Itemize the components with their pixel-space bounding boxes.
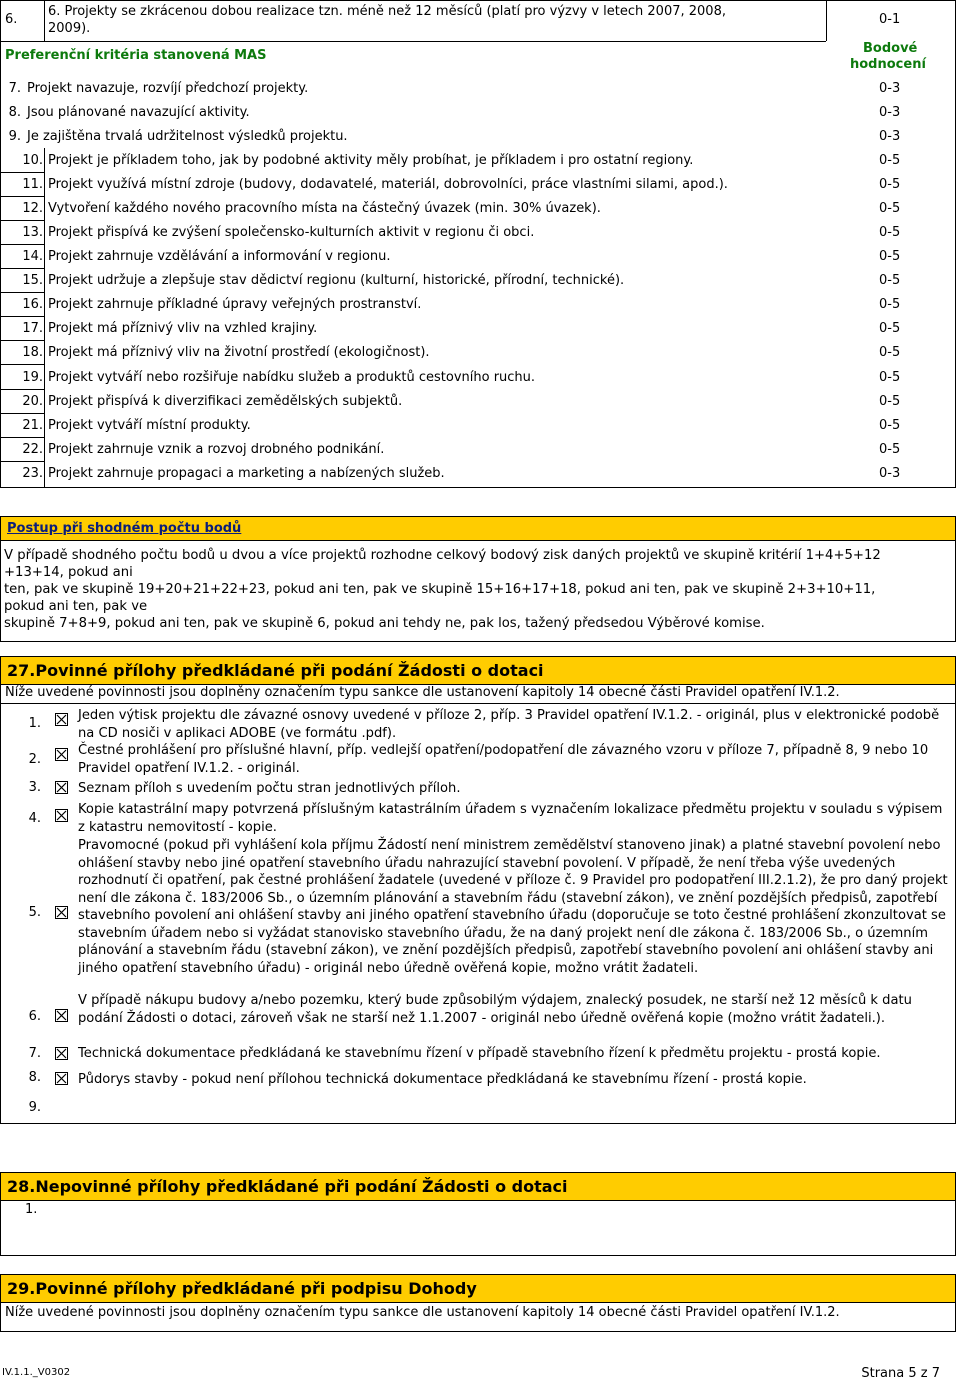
tie-line: +13+14, pokud ani: [4, 565, 133, 580]
row-text: Projekt zahrnuje příkladné úpravy veřejných prostranství.: [48, 297, 422, 312]
attachment-number: 9.: [28, 1100, 41, 1115]
row-points: 0-3: [879, 129, 901, 144]
criterion-row: [1, 148, 955, 172]
attachment-item-9: [1, 1097, 955, 1121]
row-number: 18.: [22, 345, 43, 360]
row-text-continued: 2009).: [48, 21, 91, 36]
tie-break-text: [1, 541, 955, 632]
section-title: 29.Povinné přílohy předkládané při podpisu Dohody: [7, 1279, 477, 1298]
criterion-row: [1, 389, 955, 413]
row-number: 9.: [8, 129, 21, 144]
criterion-row: [1, 172, 955, 196]
criterion-row: [1, 437, 955, 461]
checkmark-x-icon: [56, 1010, 67, 1021]
checkmark-x-icon: [56, 749, 67, 760]
row-number: 10.: [22, 153, 43, 168]
row-text: Projekt má příznivý vliv na životní prostředí (ekologičnost).: [48, 345, 430, 360]
tie-break-header: [1, 517, 955, 541]
tie-break-heading: Postup při shodném počtu bodů: [7, 521, 242, 536]
row-text: Projekt vytváří nebo rozšiřuje nabídku služeb a produktů cestovního ruchu.: [48, 370, 536, 385]
criterion-row: [1, 100, 955, 124]
tie-line: ten, pak ve skupině 19+20+21+22+23, pokud ani ten, pak ve skupině 15+16+17+18, pokud ani ten, pak ve skupině 2+3+10+11,: [4, 582, 876, 597]
row-text: 6. Projekty se zkrácenou dobou realizace tzn. méně než 12 měsíců (platí pro výzvy v letech 2007, 2008,: [48, 4, 726, 19]
tie-line: V případě shodného počtu bodů u dvou a více projektů rozhodne celkový bodový zisk daných projektů ve skupině kritérií 1+4+5+12: [4, 548, 881, 563]
attachment-item-7: [1, 1045, 955, 1067]
row-number: 21.: [22, 418, 43, 433]
attachment-text: V případě nákupu budovy a/nebo pozemku, který bude způsobilým výdajem, znalecký posudek, ne starší než 12 měsíců k datu podání Žádosti o dotaci, zároveň však ne starší než 1.1.2007 - originál nebo úředně ověřená kopie (možno vrátit žadateli.).: [78, 993, 912, 1026]
criterion-row: [1, 413, 955, 437]
row-points: 0-5: [879, 394, 901, 409]
criteria-table: [0, 0, 956, 488]
attachment-number: 7.: [28, 1046, 41, 1061]
checkmark-x-icon: [56, 810, 67, 821]
row-number: 13.: [22, 225, 43, 240]
attachment-item-2: [1, 742, 955, 778]
attachment-checkbox[interactable]: [55, 906, 68, 919]
checkmark-x-icon: [56, 1048, 67, 1059]
criterion-row: [1, 220, 955, 244]
section-header: [1, 1275, 955, 1303]
row-number: 20.: [22, 394, 43, 409]
attachment-checkbox[interactable]: [55, 1009, 68, 1022]
attachment-number: 3.: [28, 780, 41, 795]
attachment-checkbox[interactable]: [55, 781, 68, 794]
attachment-item-3: [1, 779, 955, 799]
attachment-checkbox[interactable]: [55, 1072, 68, 1085]
divider: [1, 703, 955, 704]
row-text: Projekt navazuje, rozvíjí předchozí projekty.: [27, 81, 309, 96]
attachment-number: 8.: [28, 1070, 41, 1085]
section-intro: Níže uvedené povinnosti jsou doplněny označením typu sankce dle ustanovení kapitoly 14 obecné části Pravidel opatření IV.1.2.: [5, 1305, 840, 1320]
row-number: 7.: [8, 81, 21, 96]
attachment-text: Jeden výtisk projektu dle závazné osnovy uvedené v příloze 2, příp. 3 Pravidel opatření IV.1.2. - originál, plus v elektronické podobě na CD nosiči v aplikaci ADOBE (ve formátu .pdf).: [78, 708, 940, 741]
row-number: 23.: [22, 466, 43, 481]
row-points: 0-3: [879, 466, 901, 481]
row-text: Je zajištěna trvalá udržitelnost výsledků projektu.: [27, 129, 348, 144]
attachment-number: 4.: [28, 811, 41, 826]
score-heading-2: hodnocení: [850, 57, 926, 72]
row-text: Projekt zahrnuje vznik a rozvoj drobného podnikání.: [48, 442, 385, 457]
section-title: 27.Povinné přílohy předkládané při podání Žádosti o dotaci: [7, 661, 544, 680]
attachment-item-4: [1, 800, 955, 836]
row-points: 0-3: [879, 105, 901, 120]
row-points: 0-1: [879, 12, 901, 27]
row-points: 0-5: [879, 345, 901, 360]
row-points: 0-5: [879, 321, 901, 336]
attachment-number: 2.: [28, 752, 41, 767]
row-points: 0-5: [879, 297, 901, 312]
attachment-number: 5.: [28, 905, 41, 920]
attachment-item-1: [1, 707, 955, 741]
row-number: 11.: [22, 177, 43, 192]
attachment-item-6: [1, 992, 955, 1046]
divider: [826, 1, 827, 41]
criterion-row: [1, 461, 955, 485]
row-text: Projekt udržuje a zlepšuje stav dědictví regionu (kulturní, historické, přírodní, technické).: [48, 273, 625, 288]
attachment-text: Technická dokumentace předkládaná ke stavebnímu řízení v případě stavebního řízení k předmětu projektu - prostá kopie.: [78, 1046, 881, 1061]
row-text: Projekt má příznivý vliv na vzhled krajiny.: [48, 321, 318, 336]
criterion-row: [1, 124, 955, 148]
attachment-text: Pravomocné (pokud při vyhlášení kola příjmu Žádostí není ministrem zemědělství stanoveno jinak) a platné stavební povolení nebo ohlášení stavby nebo jiné opatření stavebního úřadu nahrazující stavební povolení. V případě, že není třeba výše uvedených rozhodnutí či opatření, pak čestné prohlášení žadatele (uvedené v příloze č. 9 Pravidel pro podopatření III.2.1.2), že pro daný projekt není dle zákona č. 183/2006 Sb., o územním plánování a stavebním řádu (stavební zákon), ve znění pozdějších předpisů, zapotřebí stavebního povolení ani ohlášení stavby ani jiného opatření stavebního úřadu (doporučuje se toto čestné prohlášení zkonzultovat se stavebním úřadem nebo si vyžádat stanovisko stavebního úřadu, že na daný projekt není dle zákona č. 183/2006 Sb., o územním plánování a stavebním řádu (stavební zákon), ve znění pozdějších předpisů, zapotřebí stavebního povolení ani ohlášení stavby ani jiného opatření stavebního úřadu) - originál nebo úředně ověřená kopie, možno vrátit žadateli.: [78, 838, 948, 976]
tie-line: pokud ani ten, pak ve: [4, 599, 148, 614]
checkmark-x-icon: [56, 907, 67, 918]
checkmark-x-icon: [56, 714, 67, 725]
attachment-number: 6.: [28, 1009, 41, 1024]
row-points: 0-5: [879, 370, 901, 385]
criterion-row: [1, 340, 955, 364]
row-number: 19.: [22, 370, 43, 385]
row-number: 17.: [22, 321, 43, 336]
optional-attachments-section: [0, 1172, 956, 1256]
attachment-checkbox[interactable]: [55, 809, 68, 822]
attachment-checkbox[interactable]: [55, 748, 68, 761]
criterion-row: [1, 244, 955, 268]
row-number: 22.: [22, 442, 43, 457]
checkmark-x-icon: [56, 782, 67, 793]
row-points: 0-3: [879, 81, 901, 96]
row-text: Projekt přispívá ke zvýšení společensko-kulturních aktivit v regionu či obci.: [48, 225, 535, 240]
criterion-row: [1, 365, 955, 389]
form-code: IV.1.1._V0302: [2, 1367, 71, 1378]
attachment-number: 1.: [25, 1202, 38, 1217]
row-points: 0-5: [879, 153, 901, 168]
row-text: Projekt využívá místní zdroje (budovy, dodavatelé, materiál, dobrovolníci, práce vlastními silami, apod.).: [48, 177, 728, 192]
row-number: 12.: [22, 201, 43, 216]
section-intro: Níže uvedené povinnosti jsou doplněny označením typu sankce dle ustanovení kapitoly 14 obecné části Pravidel opatření IV.1.2.: [5, 685, 840, 700]
criterion-row: [1, 292, 955, 316]
attachment-checkbox[interactable]: [55, 713, 68, 726]
attachment-text: Seznam příloh s uvedením počtu stran jednotlivých příloh.: [78, 781, 461, 796]
divider: [44, 1, 45, 41]
row-points: 0-5: [879, 418, 901, 433]
attachment-number: 1.: [28, 716, 41, 731]
criterion-row: [1, 268, 955, 292]
row-number: 6.: [5, 12, 18, 27]
row-number: 16.: [22, 297, 43, 312]
tie-break-section: [0, 516, 956, 642]
attachment-item-5: [1, 837, 955, 995]
row-text: Projekt vytváří místní produkty.: [48, 418, 251, 433]
attachment-item-8: [1, 1069, 955, 1091]
row-text: Projekt zahrnuje propagaci a marketing a nabízených služeb.: [48, 466, 445, 481]
row-text: Vytvoření každého nového pracovního místa na částečný úvazek (min. 30% úvazek).: [48, 201, 601, 216]
checkmark-x-icon: [56, 1073, 67, 1084]
mas-criteria-heading: Preferenční kritéria stanovená MAS: [5, 48, 267, 63]
row-points: 0-5: [879, 273, 901, 288]
section-header: [1, 1173, 955, 1201]
page-number: Strana 5 z 7: [861, 1366, 940, 1381]
criterion-row: [1, 76, 955, 100]
attachment-text: Čestné prohlášení pro příslušné hlavní, příp. vedlejší opatření/podopatření dle závazného vzoru v příloze 7, případně 8, 9 nebo 10 Pravidel opatření IV.1.2. - originál.: [78, 743, 929, 776]
row-points: 0-5: [879, 442, 901, 457]
attachment-text: Půdorys stavby - pokud není přílohou technická dokumentace předkládaná ke stavebnímu řízení - prostá kopie.: [78, 1072, 807, 1087]
criterion-row: [1, 196, 955, 220]
mandatory-attachments-section: [0, 656, 956, 1124]
agreement-attachments-section: [0, 1274, 956, 1332]
row-points: 0-5: [879, 201, 901, 216]
row-text: Jsou plánované navazující aktivity.: [27, 105, 250, 120]
row-points: 0-5: [879, 249, 901, 264]
row-number: 14.: [22, 249, 43, 264]
section-title: 28.Nepovinné přílohy předkládané při podání Žádosti o dotaci: [7, 1177, 568, 1196]
row-number: 15.: [22, 273, 43, 288]
row-points: 0-5: [879, 177, 901, 192]
row-number: 8.: [8, 105, 21, 120]
row-text: Projekt je příkladem toho, jak by podobné aktivity měly probíhat, je příkladem i pro ostatní regiony.: [48, 153, 694, 168]
row-points: 0-5: [879, 225, 901, 240]
divider: [1, 41, 826, 42]
row-text: Projekt zahrnuje vzdělávání a informování v regionu.: [48, 249, 391, 264]
row-text: Projekt přispívá k diverzifikaci zemědělských subjektů.: [48, 394, 403, 409]
score-heading: Bodové: [863, 41, 918, 56]
section-header: [1, 657, 955, 685]
attachment-checkbox[interactable]: [55, 1047, 68, 1060]
attachment-text: Kopie katastrální mapy potvrzená příslušným katastrálním úřadem s vyznačením lokalizace předmětu projektu v souladu s výpisem z katastru nemovitostí - kopie.: [78, 802, 943, 835]
criterion-row: [1, 316, 955, 340]
tie-line: skupině 7+8+9, pokud ani ten, pak ve skupině 6, pokud ani tehdy ne, pak los, tažený předsedou Výběrové komise.: [4, 616, 765, 631]
